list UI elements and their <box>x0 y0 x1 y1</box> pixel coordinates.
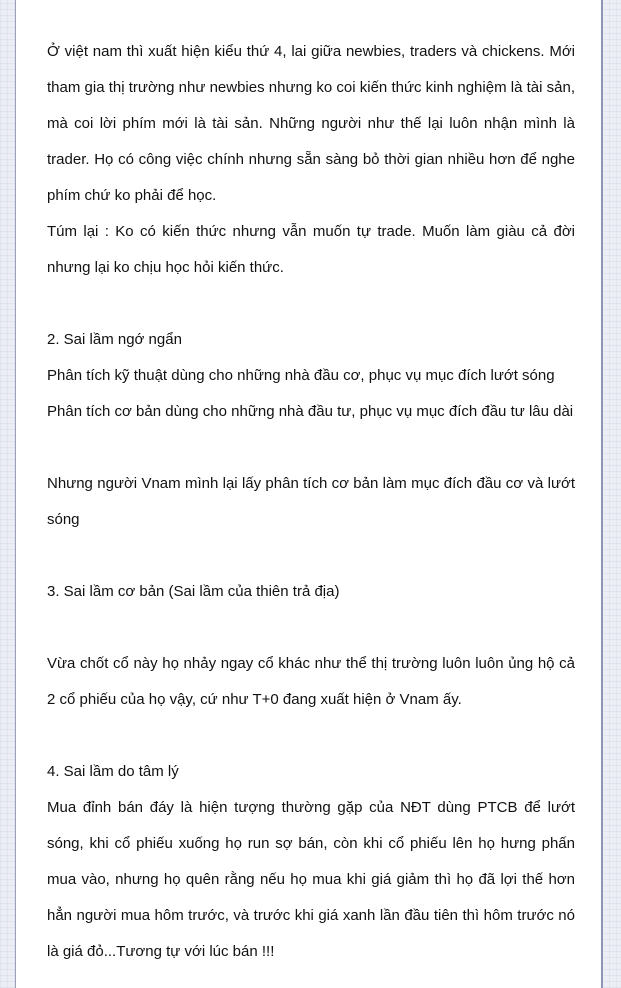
paragraph-vnam-misuse: Nhưng người Vnam mình lại lấy phân tích cơ bản làm mục đích đầu cơ và lướt sóng <box>47 475 575 528</box>
spacer <box>47 718 575 754</box>
spacer <box>47 538 575 574</box>
paragraph-switching-stocks: Vừa chốt cổ này họ nhảy ngay cổ khác như thể thị trường luôn luôn ủng hộ cả 2 cổ phiếu của họ vậy, cứ như T+0 đang xuất hiện ở Vnam ấy. <box>47 655 575 708</box>
spacer <box>47 610 575 646</box>
section-heading-4: 4. Sai lầm do tâm lý <box>47 763 179 780</box>
paragraph-technical-analysis: Phân tích kỹ thuật dùng cho những nhà đầu cơ, phục vụ mục đích lướt sóng <box>47 367 555 384</box>
paragraph-summary: Túm lại : Ko có kiến thức nhưng vẫn muốn tự trade. Muốn làm giàu cả đời nhưng lại ko chịu học hỏi kiến thức. <box>47 223 575 276</box>
document-page <box>15 0 603 988</box>
section-heading-2: 2. Sai lầm ngớ ngẩn <box>47 331 182 348</box>
section-heading-3: 3. Sai lầm cơ bản (Sai lầm của thiên trả địa) <box>47 583 340 600</box>
spacer <box>47 286 575 322</box>
spacer <box>47 430 575 466</box>
paragraph-fundamental-analysis: Phân tích cơ bản dùng cho những nhà đầu tư, phục vụ mục đích đầu tư lâu dài <box>47 403 574 420</box>
document-body <box>47 34 575 970</box>
paragraph-psychology: Mua đỉnh bán đáy là hiện tượng thường gặp của NĐT dùng PTCB để lướt sóng, khi cổ phiếu xuống họ run sợ bán, còn khi cổ phiếu lên họ hưng phấn mua vào, nhưng họ quên rằng nếu họ mua khi giá giảm thì họ đã lợi thế hơn hẳn người mua hôm trước, và trước khi giá xanh lần đầu tiên thì hôm trước nó là giá đỏ...Tương tự với lúc bán !!! <box>47 799 575 960</box>
paragraph-intro: Ở việt nam thì xuất hiện kiểu thứ 4, lai giữa newbies, traders và chickens. Mới tham gia thị trường như newbies nhưng ko coi kiến thức kinh nghiệm là tài sản, mà coi lời phím mới là tài sản. Những người như thế lại luôn nhận mình là trader. Họ có công việc chính nhưng sẵn sàng bỏ thời gian nhiều hơn để nghe phím chứ ko phải để học. <box>47 43 575 204</box>
